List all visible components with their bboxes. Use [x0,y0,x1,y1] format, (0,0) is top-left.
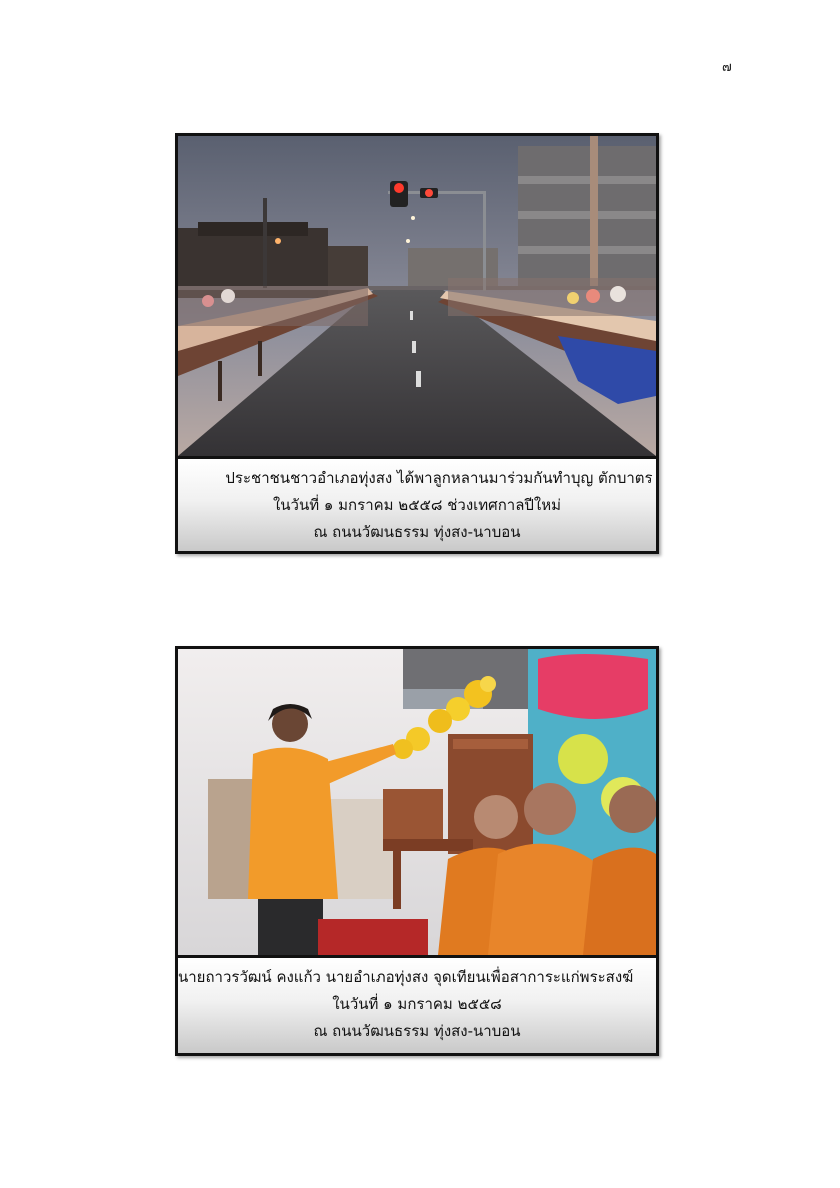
caption-line: ในวันที่ ๑ มกราคม ๒๕๕๘ [332,995,502,1013]
figure-caption [178,456,656,551]
candle-lighting-ceremony-photo [178,649,656,955]
caption-line: ประชาชนชาวอำเภอทุ่งสง ได้พาลูกหลานมาร่วมกันทำบุญ ตักบาตร [225,469,653,487]
street-alms-giving-photo [178,136,656,456]
figure-caption [178,955,656,1053]
figure-street-alms [175,133,659,554]
caption-line: ในวันที่ ๑ มกราคม ๒๕๕๘ ช่วงเทศกาลปีใหม่ [272,496,562,514]
caption-line: นายถาวรวัฒน์ คงแก้ว นายอำเภอทุ่งสง จุดเทียนเพื่อสาการะแก่พระสงฆ์ [178,968,634,986]
caption-line: ณ ถนนวัฒนธรรม ทุ่งสง-นาบอน [313,1022,521,1040]
figure-candle-ceremony [175,646,659,1056]
caption-line: ณ ถนนวัฒนธรรม ทุ่งสง-นาบอน [313,523,521,541]
page-number: ๗ [722,60,732,75]
